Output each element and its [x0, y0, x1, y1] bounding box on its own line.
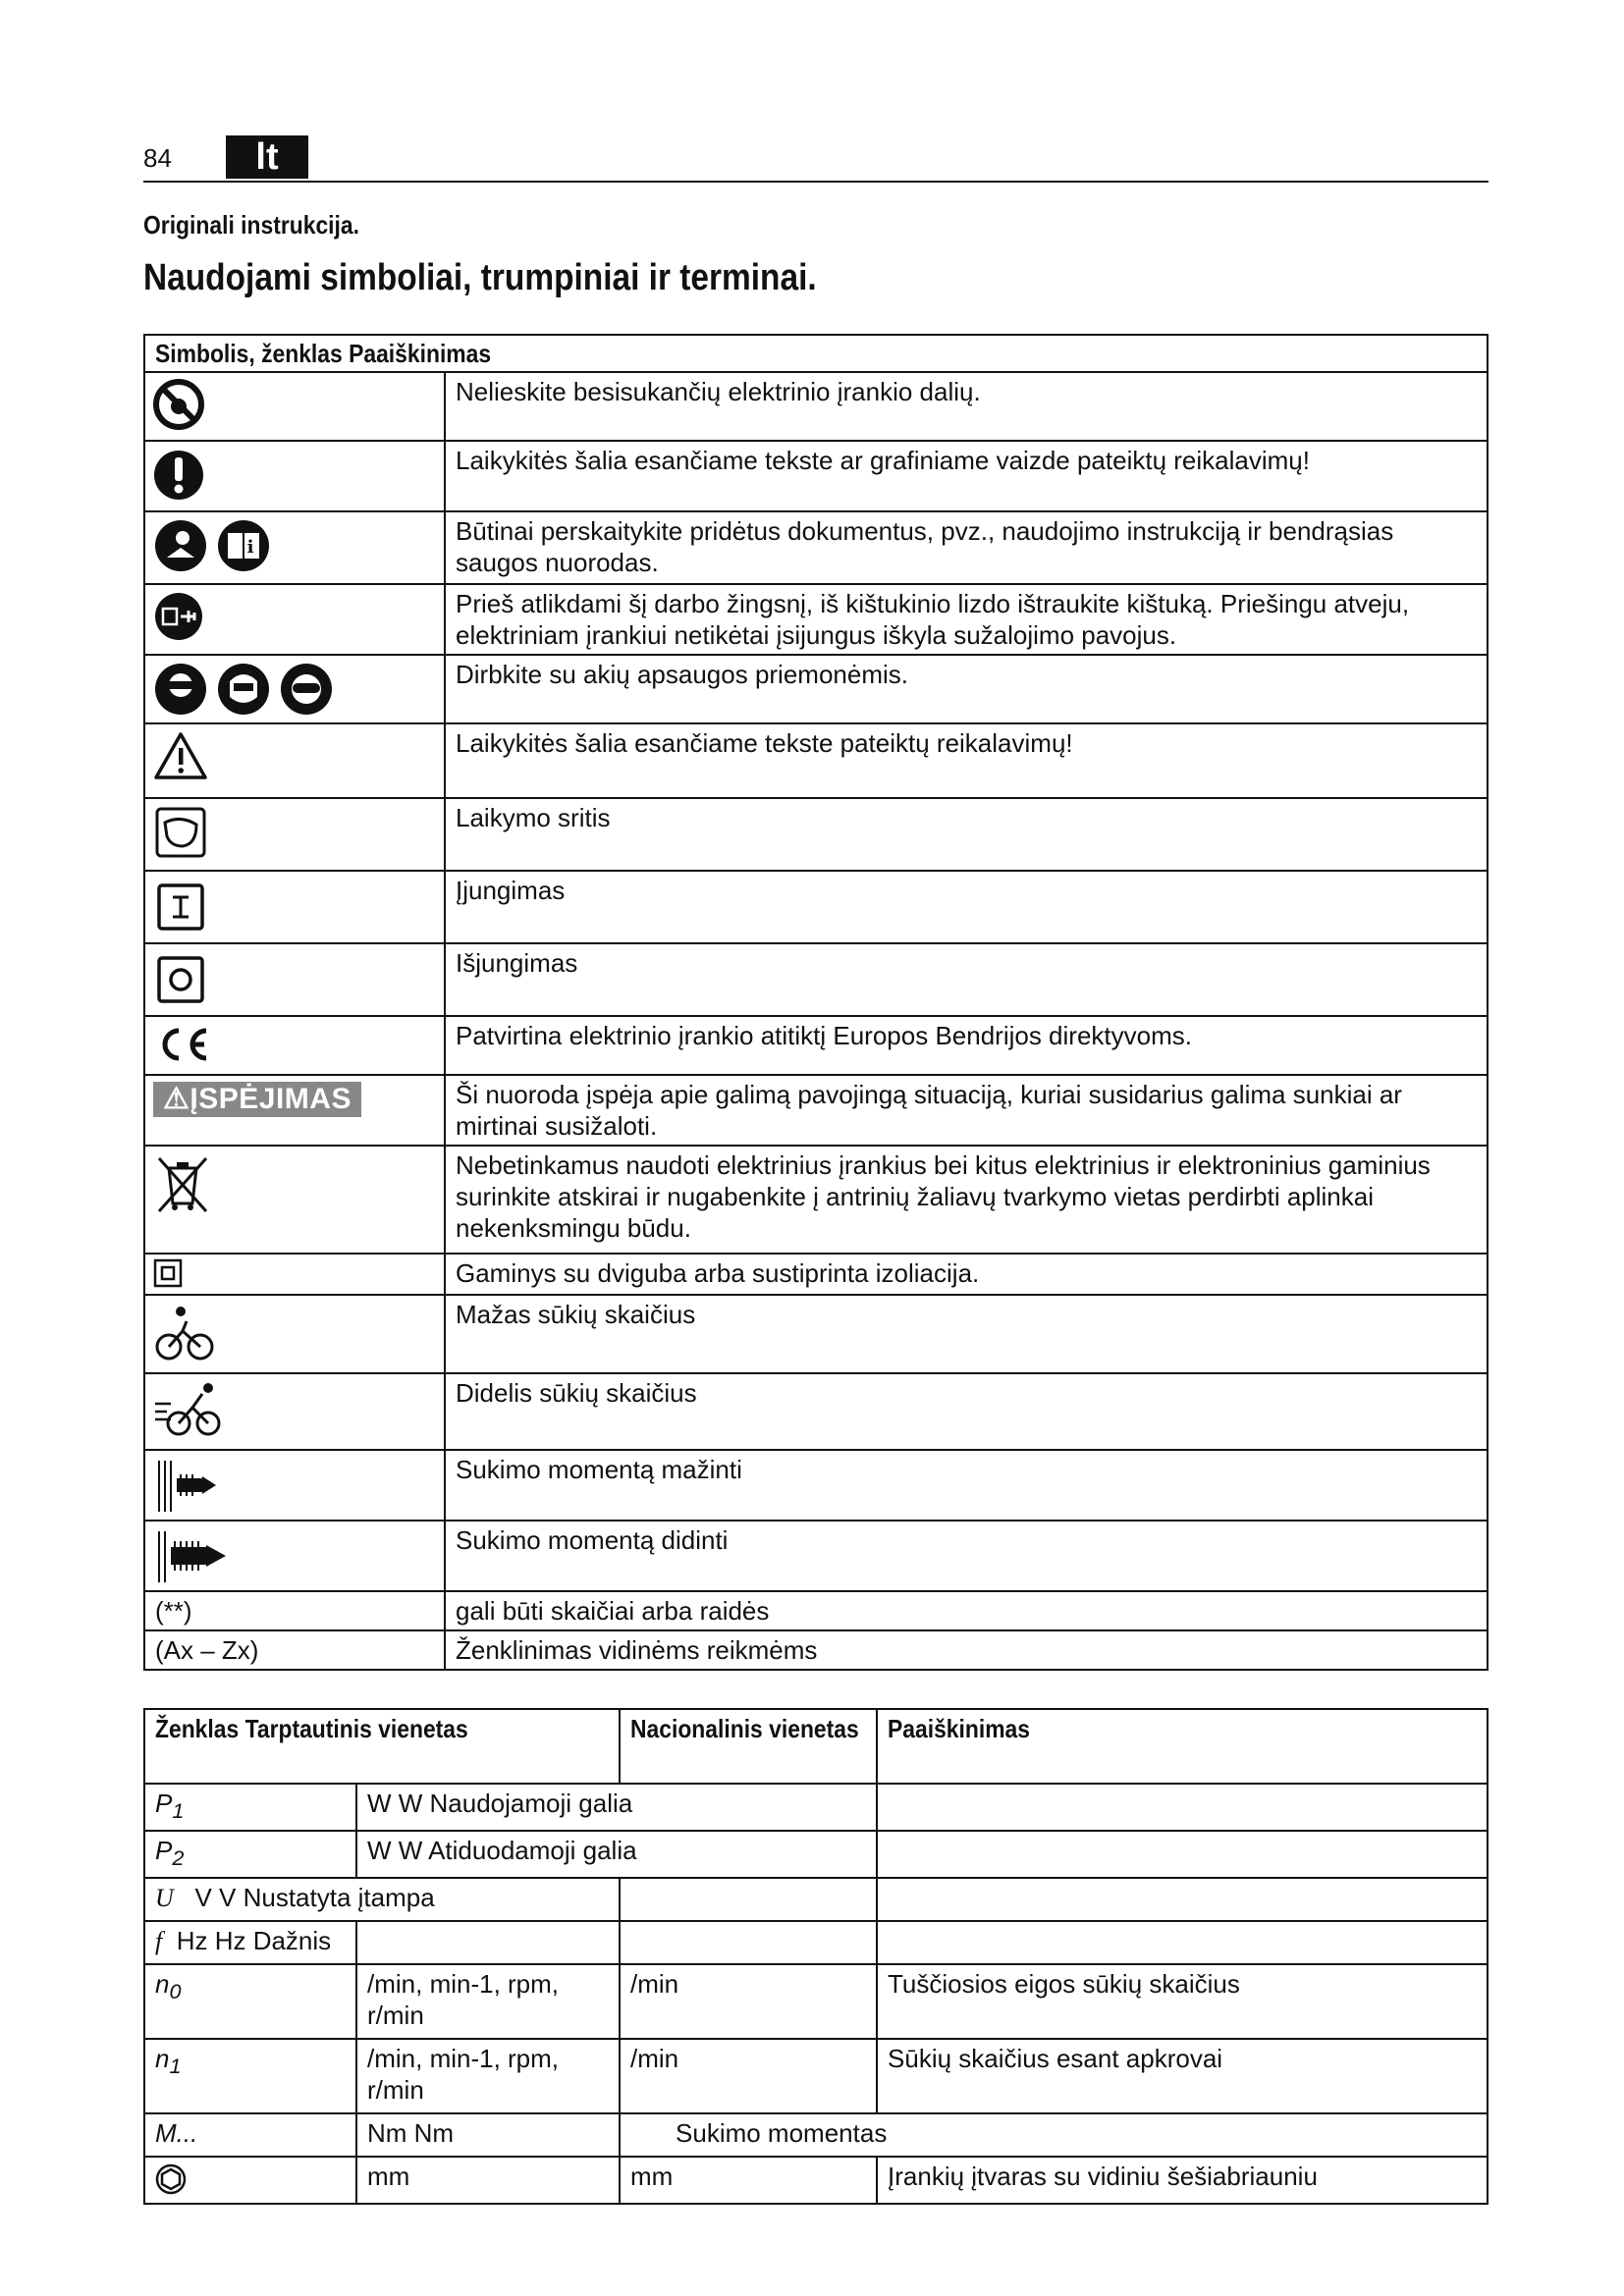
symbol-text: (**) — [144, 1591, 445, 1630]
table-row — [144, 1591, 1488, 1630]
unit-international: W W Atiduodamoji galia — [356, 1831, 877, 1878]
symbols-table — [143, 334, 1489, 1671]
table-row — [144, 1450, 1488, 1521]
unit-explanation — [877, 1831, 1488, 1878]
page-title: Naudojami simboliai, trumpiniai ir terminai. — [143, 257, 817, 298]
symbol-description: Nebetinkamus naudoti elektrinius įrankius bei kitus elektrinius ir elektroninius gaminius surinkite atskirai ir nugabenkite į antrinių žaliavų tvarkymo vietas perdirbti aplinkai nekenksmingu būdu. — [445, 1146, 1488, 1254]
language-code-badge: lt — [226, 135, 308, 179]
table-row — [144, 1521, 1488, 1591]
symbol-description: Nelieskite besisukančių elektrinio įrankio dalių. — [445, 372, 1488, 441]
unit-explanation: Tuščiosios eigos sūkių skaičius — [877, 1964, 1488, 2039]
warning-badge-icon: ⚠ĮSPĖJIMAS — [153, 1082, 361, 1117]
table-row — [144, 441, 1488, 511]
manual-book-icon — [216, 518, 271, 573]
units-table — [143, 1708, 1489, 2205]
hexagon-socket-icon — [155, 2163, 187, 2195]
symbol-description: Būtinai perskaitykite pridėtus dokumentus, pvz., naudojimo instrukciją ir bendrąsias saugos nuorodas. — [445, 511, 1488, 584]
unit-explanation: Įrankių įtvaras su vidiniu šešiabriauniu — [877, 2157, 1488, 2204]
symbol-description: Dirbkite su akių apsaugos priemonėmis. — [445, 655, 1488, 723]
high-speed-bicycle-icon — [153, 1380, 222, 1439]
unit-international: W W Naudojamoji galia — [356, 1784, 877, 1831]
symbol-description: gali būti skaičiai arba raidės — [445, 1591, 1488, 1630]
goggles-icon — [279, 662, 334, 717]
table-row — [144, 372, 1488, 441]
double-insulation-icon — [153, 1258, 183, 1288]
table-row — [144, 2039, 1488, 2113]
symbols-table-header — [144, 335, 1488, 372]
table-row — [144, 1878, 1488, 1921]
grip-area-icon — [153, 805, 208, 860]
do-not-touch-rotating-parts-icon — [153, 379, 204, 430]
unit-international: V V Nustatyta įtampa — [194, 1883, 435, 1913]
unit-sign-subscript: 0 — [169, 1979, 182, 2004]
table-row — [144, 871, 1488, 943]
unit-international: Hz Hz Dažnis — [176, 1926, 332, 1956]
ce-mark-icon — [153, 1023, 216, 1066]
table-row — [144, 655, 1488, 723]
table-row — [144, 723, 1488, 798]
table-row — [144, 1016, 1488, 1075]
unit-international: /min, min-1, rpm, r/min — [356, 2039, 620, 2113]
units-table-header — [144, 1709, 1488, 1784]
unit-sign: n — [155, 2044, 170, 2074]
unit-explanation — [877, 1921, 1488, 1964]
face-shield-icon — [216, 662, 271, 717]
symbol-description: Sukimo momentą didinti — [445, 1521, 1488, 1591]
unit-sign-subscript: 2 — [172, 1845, 185, 1871]
symbol-description: Ši nuoroda įspėja apie galimą pavojingą situaciją, kuriai susidarius galima sunkiai ar mirtinai susižaloti. — [445, 1075, 1488, 1146]
table-row — [144, 798, 1488, 871]
low-speed-bicycle-icon — [153, 1302, 216, 1364]
table-row — [144, 511, 1488, 584]
eye-protection-icon — [153, 662, 208, 717]
symbol-description: Laikykitės šalia esančiame tekste pateiktų reikalavimų! — [445, 723, 1488, 798]
units-header-explanation: Paaiškinimas — [888, 1714, 1031, 1743]
symbol-description: Įjungimas — [445, 871, 1488, 943]
table-row — [144, 2113, 1488, 2157]
unit-sign: U — [155, 1884, 174, 1913]
torque-increase-icon — [153, 1527, 232, 1584]
table-row — [144, 943, 1488, 1016]
unit-international: Nm Nm — [356, 2113, 620, 2157]
table-row — [144, 2157, 1488, 2204]
unit-sign: P — [155, 1836, 173, 1866]
symbol-description: Didelis sūkių skaičius — [445, 1373, 1488, 1450]
table-row — [144, 1075, 1488, 1146]
symbol-description: Gaminys su dviguba arba sustiprinta izoliacija. — [445, 1254, 1488, 1295]
switch-off-icon — [153, 950, 208, 1005]
unit-explanation: Sūkių skaičius esant apkrovai — [877, 2039, 1488, 2113]
unit-international: /min, min-1, rpm, r/min — [356, 1964, 620, 2039]
page-number: 84 — [143, 143, 172, 173]
switch-on-icon — [153, 878, 208, 933]
symbol-description: Laikykitės šalia esančiame tekste ar grafiniame vaizde pateiktų reikalavimų! — [445, 441, 1488, 511]
warning-triangle-icon — [153, 730, 208, 781]
unit-sign-subscript: 1 — [172, 1798, 185, 1824]
header-rule — [143, 181, 1489, 183]
mandatory-exclamation-icon — [153, 448, 204, 503]
unit-sign: f — [155, 1927, 163, 1956]
table-row — [144, 1921, 1488, 1964]
document-subtitle: Originali instrukcija. — [143, 210, 359, 240]
unplug-icon — [153, 591, 204, 642]
symbol-description: Patvirtina elektrinio įrankio atitiktį Europos Bendrijos direktyvoms. — [445, 1016, 1488, 1075]
symbol-description: Sukimo momentą mažinti — [445, 1450, 1488, 1521]
unit-national — [620, 1878, 877, 1921]
table-row — [144, 1964, 1488, 2039]
symbol-description: Prieš atlikdami šį darbo žingsnį, iš kištukinio lizdo ištraukite kištuką. Priešingu atveju, elektriniam įrankiui netikėtai įsijungus iškyla sužalojimo pavojus. — [445, 584, 1488, 655]
unit-sign: P — [155, 1789, 173, 1818]
unit-national: /min — [620, 1964, 877, 2039]
units-header-sign-intl: Ženklas Tarptautinis vienetas — [155, 1714, 468, 1743]
unit-sign: n — [155, 1969, 170, 2000]
unit-international: mm — [356, 2157, 620, 2204]
symbol-text: (Ax – Zx) — [144, 1630, 445, 1670]
table-row — [144, 1630, 1488, 1670]
table-row — [144, 1146, 1488, 1254]
table-row — [144, 584, 1488, 655]
unit-explanation — [877, 1784, 1488, 1831]
unit-national: /min — [620, 2039, 877, 2113]
unit-national: mm — [620, 2157, 877, 2204]
torque-decrease-icon — [153, 1457, 228, 1514]
symbol-description: Ženklinimas vidinėms reikmėms — [445, 1630, 1488, 1670]
units-header-national: Nacionalinis vienetas — [630, 1714, 859, 1743]
warning-badge-label: ĮSPĖJIMAS — [189, 1083, 352, 1115]
unit-sign-subscript: 1 — [169, 2054, 182, 2079]
table-row — [144, 1254, 1488, 1295]
symbol-description: Laikymo sritis — [445, 798, 1488, 871]
unit-explanation — [877, 1878, 1488, 1921]
symbol-description: Mažas sūkių skaičius — [445, 1295, 1488, 1373]
svg-text:i: i — [246, 537, 254, 558]
symbols-header-text: Simbolis, ženklas Paaiškinimas — [155, 339, 492, 368]
unit-national: Sukimo momentas — [620, 2113, 1488, 2157]
symbol-description: Išjungimas — [445, 943, 1488, 1016]
unit-national — [620, 1921, 877, 1964]
table-row — [144, 1831, 1488, 1878]
table-row — [144, 1373, 1488, 1450]
read-manual-icon — [153, 518, 208, 573]
unit-sign: M... — [144, 2113, 356, 2157]
table-row — [144, 1784, 1488, 1831]
weee-bin-icon — [153, 1152, 212, 1215]
table-row — [144, 1295, 1488, 1373]
